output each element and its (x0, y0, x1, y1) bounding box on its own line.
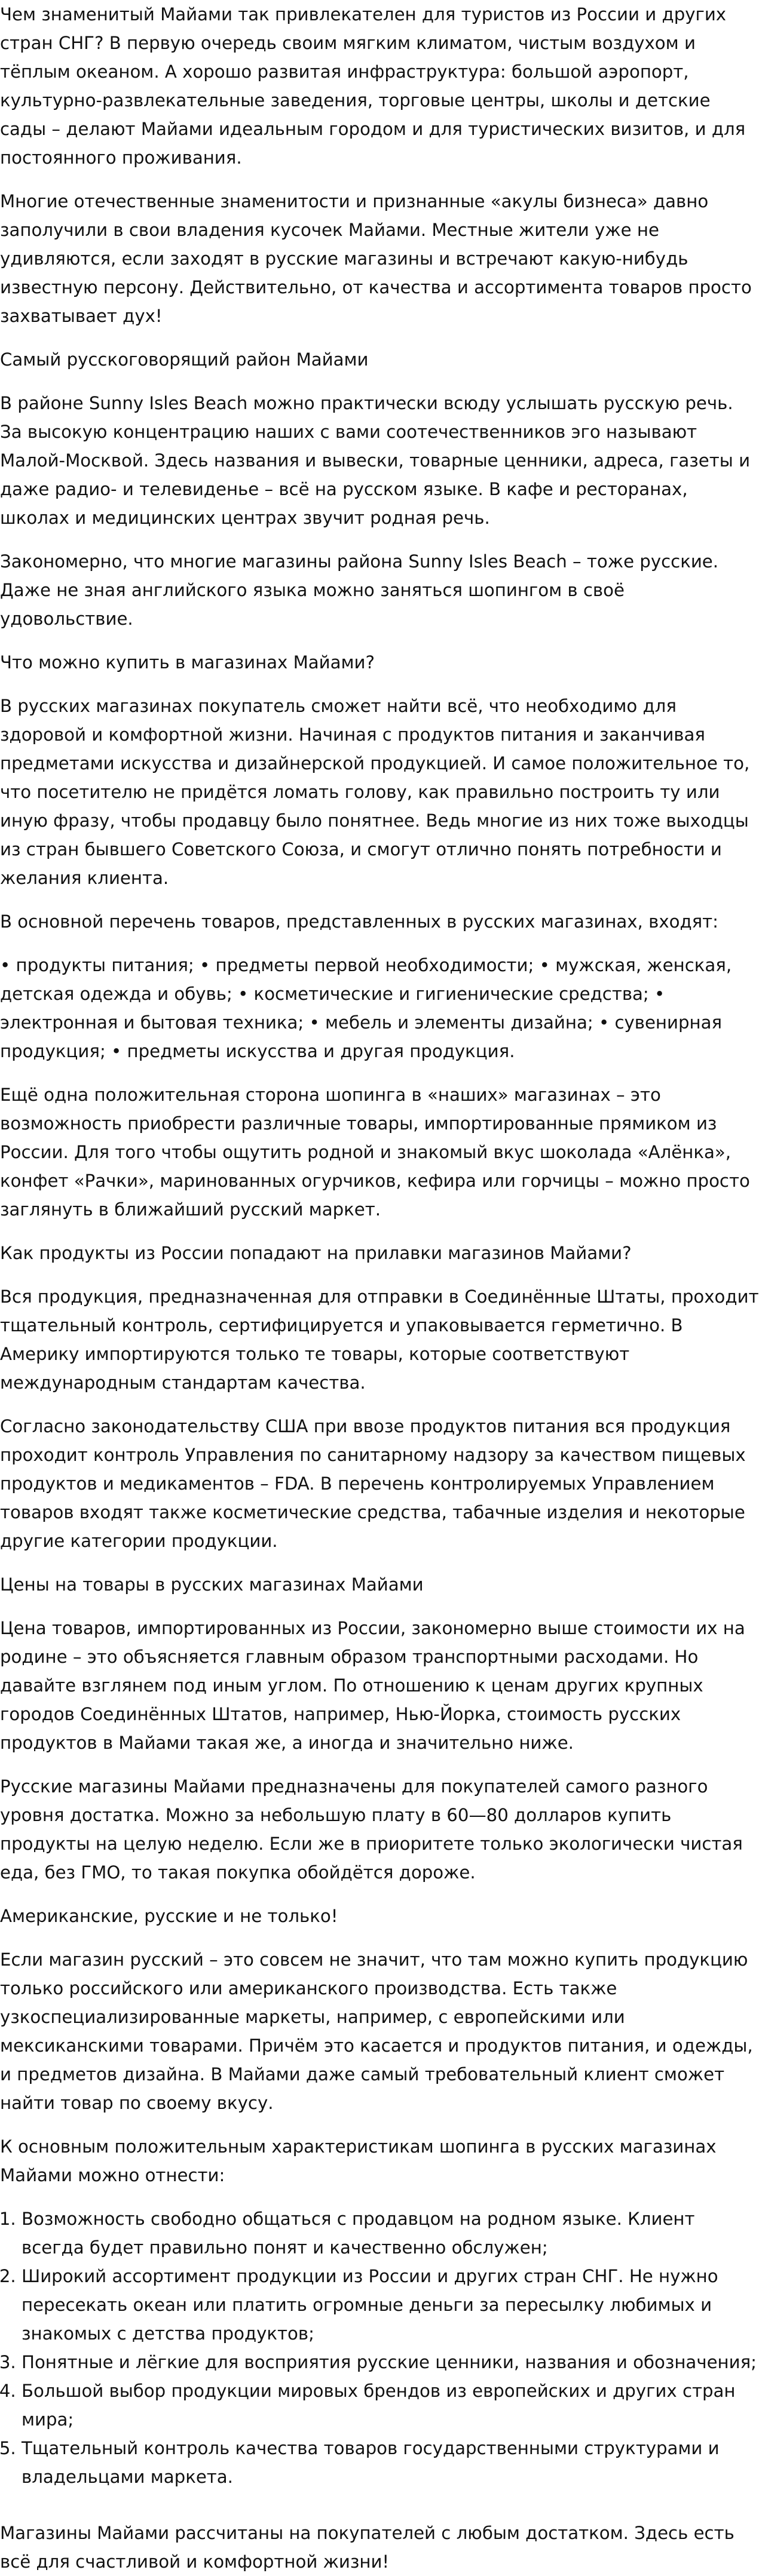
section-heading-what-to-buy: Что можно купить в магазинах Майами? (0, 652, 375, 673)
list-item: 4. Большой выбор продукции мировых брендов из европейских и других стран мира; (22, 2377, 759, 2434)
imports-paragraph: Ещё одна положительная сторона шопинга в «наших» магазинах – это возможность приобрести различные товары, импортированные прямиком из России. Для того чтобы ощутить родной и знакомый вкус шоколада «Алёнка», конфет «Рачки», маринованных огурчиков, кефира или горчицы – можно просто заглянуть в ближайший русский маркет. (0, 1085, 750, 1220)
list-item: 1. Возможность свободно общаться с продавцом на родном языке. Клиент всегда будет правильно понят и качественно обслужен; (22, 2205, 759, 2262)
district-paragraph: В районе Sunny Isles Beach можно практически всюду услышать русскую речь. За высокую концентрацию наших с вами соотечественников эго называют Малой-Москвой. Здесь названия и вывески, товарные ценники, адреса, газеты и даже радио- и телевиденье – всё на русском языке. В кафе и ресторанах, школах и медицинских центрах звучит родная речь. (0, 393, 751, 528)
control-paragraph: Вся продукция, предназначенная для отправки в Соединённые Штаты, проходит тщательный контроль, сертифицируется и упаковывается герметично. В Америку импортируются только те товары, которые соответствуют международным стандартам качества. (0, 1287, 759, 1393)
list-item: 5. Тщательный контроль качества товаров государственными структурами и владельцами маркета. (22, 2434, 759, 2491)
advantages-list (0, 2205, 759, 2491)
goods-bullet-paragraph: • продукты питания; • предметы первой необходимости; • мужская, женская, детская одежда и обувь; • косметические и гигиенические средства; • электронная и бытовая техника; • мебель и элементы дизайна; • сувенирная продукция; • предметы искусства и другая продукция. (0, 955, 732, 1061)
budget-paragraph: Русские магазины Майами предназначены для покупателей самого разного уровня достатка. Можно за небольшую плату в 60—80 долларов купить продукты на целую неделю. Если же в приоритете только экологически чистая еда, без ГМО, то такая покупка обойдётся дороже. (0, 1776, 743, 1883)
closing-paragraph: Магазины Майами рассчитаны на покупателей с любым достатком. Здесь есть всё для счастливой и комфортной жизни! (0, 2523, 734, 2572)
specialized-markets-paragraph: Если магазин русский – это совсем не значит, что там можно купить продукцию только российского или американского производства. Есть также узкоспециализированные маркеты, например, с европейскими или мексиканскими товарами. Причём это касается и продуктов питания, и одежды, и предметов дизайна. В Майами даже самый требовательный клиент сможет найти товар по своему вкусу. (0, 1949, 753, 2113)
section-heading-american-russian: Американские, русские и не только! (0, 1906, 338, 1926)
section-heading-district: Самый русскоговорящий район Майами (0, 349, 369, 370)
fda-paragraph: Согласно законодательству США при ввозе продуктов питания вся продукция проходит контроль Управления по санитарному надзору за качеством пищевых продуктов и медикаментов – FDA. В перечень контролируемых Управлением товаров входят также косметические средства, табачные изделия и некоторые другие категории продукции. (0, 1416, 746, 1551)
celebrities-paragraph: Многие отечественные знаменитости и признанные «акулы бизнеса» давно заполучили в свои владения кусочек Майами. Местные жители уже не удивляются, если заходят в русские магазины и встречают какую-нибудь известную персону. Действительно, от качества и ассортимента товаров просто захватывает дух! (0, 191, 752, 326)
goods-list-intro: В основной перечень товаров, представленных в русских магазинах, входят: (0, 911, 719, 932)
intro-paragraph: Чем знаменитый Майами так привлекателен для туристов из России и других стран СНГ? В первую очередь своим мягким климатом, чистым воздухом и тёплым океаном. А хорошо развитая инфраструктура: большой аэропорт, культурно-развлекательные заведения, торговые центры, школы и детские сады – делают Майами идеальным городом и для туристических визитов, и для постоянного проживания. (0, 4, 746, 168)
shops-district-paragraph: Закономерно, что многие магазины района Sunny Isles Beach – тоже русские. Даже не зная английского языка можно заняться шопингом в своё удовольствие. (0, 551, 719, 629)
what-to-buy-paragraph: В русских магазинах покупатель сможет найти всё, что необходимо для здоровой и комфортной жизни. Начиная с продуктов питания и заканчивая предметами искусства и дизайнерской продукцией. И самое положительное то, что посетителю не придётся ломать голову, как правильно построить ту или иную фразу, чтобы продавцу было понятнее. Ведь многие из них тоже выходцы из стран бывшего Советского Союза, и смогут отлично понять потребности и желания клиента. (0, 696, 750, 888)
section-heading-how-products-arrive: Как продукты из России попадают на прилавки магазинов Майами? (0, 1243, 632, 1263)
prices-paragraph: Цена товаров, импортированных из России, закономерно выше стоимости их на родине – это объясняется главным образом транспортными расходами. Но давайте взглянем под иным углом. По отношению к ценам других крупных городов Соединённых Штатов, например, Нью-Йорка, стоимость русских продуктов в Майами такая же, а иногда и значительно ниже. (0, 1618, 745, 1753)
section-heading-prices: Цены на товары в русских магазинах Майами (0, 1574, 424, 1595)
list-item: 3. Понятные и лёгкие для восприятия русские ценники, названия и обозначения; (22, 2348, 759, 2377)
list-item: 2. Широкий ассортимент продукции из России и других стран СНГ. Не нужно пересекать океан или платить огромные деньги за пересылку любимых и знакомых с детства продуктов; (22, 2262, 759, 2348)
advantages-intro: К основным положительным характеристикам шопинга в русских магазинах Майами можно отнести: (0, 2136, 717, 2185)
